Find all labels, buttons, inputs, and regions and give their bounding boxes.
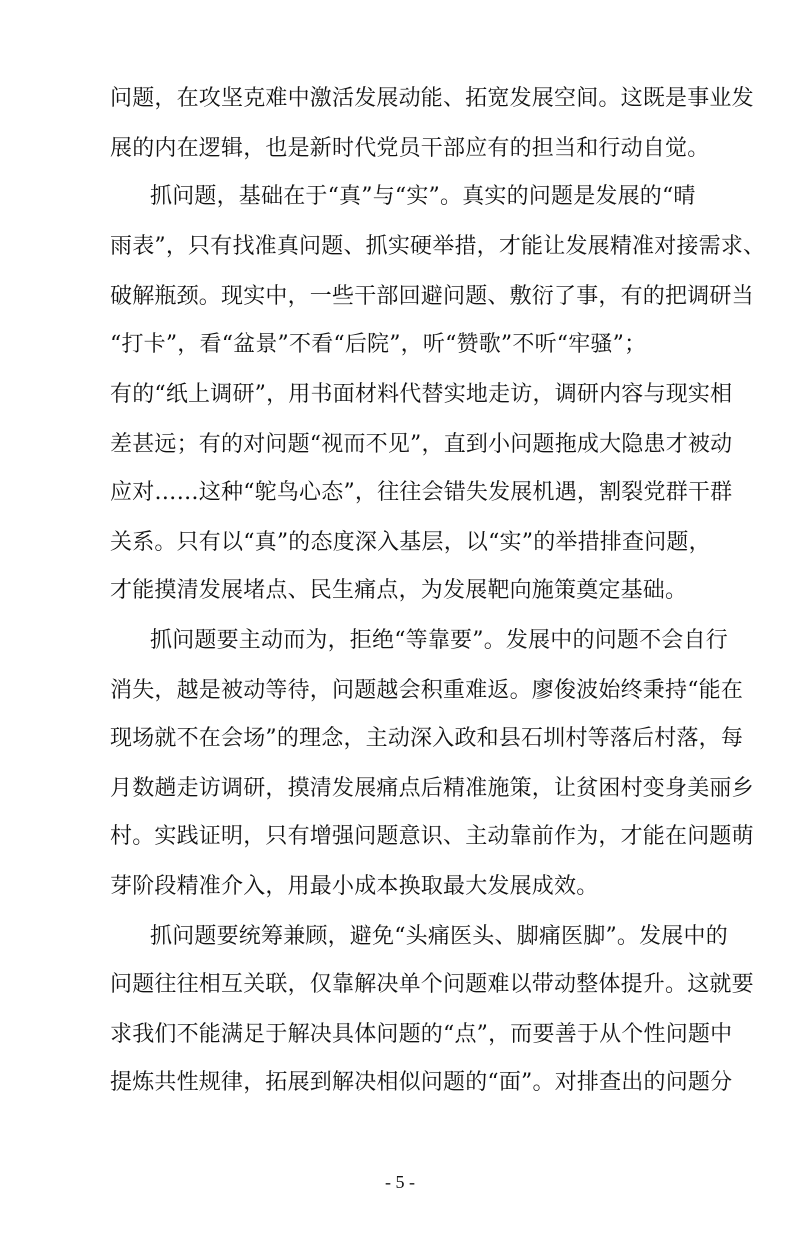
text-line: 应对……这种“鸵鸟心态”，往往会错失发展机遇，割裂党群干群 — [110, 480, 733, 505]
text-line: 展的内在逻辑，也是新时代党员干部应有的担当和行动自觉。 — [110, 136, 710, 161]
text-line: 求我们不能满足于解决具体问题的“点”，而要善于从个性问题中 — [110, 1022, 733, 1047]
text-line: 才能摸清发展堵点、民生痛点，为发展靶向施策奠定基础。 — [110, 578, 688, 603]
text-line: 芽阶段精准介入，用最小成本换取最大发展成效。 — [110, 874, 599, 899]
text-line: 关系。只有以“真”的态度深入基层，以“实”的举措排查问题， — [110, 530, 711, 555]
text-line: 有的“纸上调研”，用书面材料代替实地走访，调研内容与现实相 — [110, 382, 733, 407]
text-line: 月数趟走访调研，摸清发展痛点后精准施策，让贫困村变身美丽乡 — [110, 776, 754, 801]
text-line: 消失，越是被动等待，问题越会积重难返。廖俊波始终秉持“能在 — [110, 678, 744, 703]
paragraph-first-line: 抓问题要主动而为，拒绝“等靠要”。发展中的问题不会自行 — [150, 628, 728, 653]
text-line: 问题，在攻坚克难中激活发展动能、拓宽发展空间。这既是事业发 — [110, 86, 754, 111]
text-line: 破解瓶颈。现实中，一些干部回避问题、敷衍了事，有的把调研当 — [110, 284, 754, 309]
text-line: 提炼共性规律，拓展到解决相似问题的“面”。对排查出的问题分 — [110, 1070, 733, 1095]
paragraph-first-line: 抓问题要统筹兼顾，避免“头痛医头、脚痛医脚”。发展中的 — [150, 924, 728, 949]
text-line: 村。实践证明，只有增强问题意识、主动靠前作为，才能在问题萌 — [110, 824, 754, 849]
page-number: - 5 - — [385, 1172, 415, 1192]
text-line: 差甚远；有的对问题“视而不见”，直到小问题拖成大隐患才被动 — [110, 432, 733, 457]
paragraph-first-line: 抓问题，基础在于“真”与“实”。真实的问题是发展的“晴 — [150, 184, 696, 209]
text-line: 问题往往相互关联，仅靠解决单个问题难以带动整体提升。这就要 — [110, 972, 754, 997]
text-line: 雨表”，只有找准真问题、抓实硬举措，才能让发展精准对接需求、 — [110, 234, 766, 259]
text-line: 现场就不在会场”的理念，主动深入政和县石圳村等落后村落，每 — [110, 726, 744, 751]
text-line: “打卡”，看“盆景”不看“后院”，听“赞歌”不听“牢骚”； — [110, 332, 647, 357]
